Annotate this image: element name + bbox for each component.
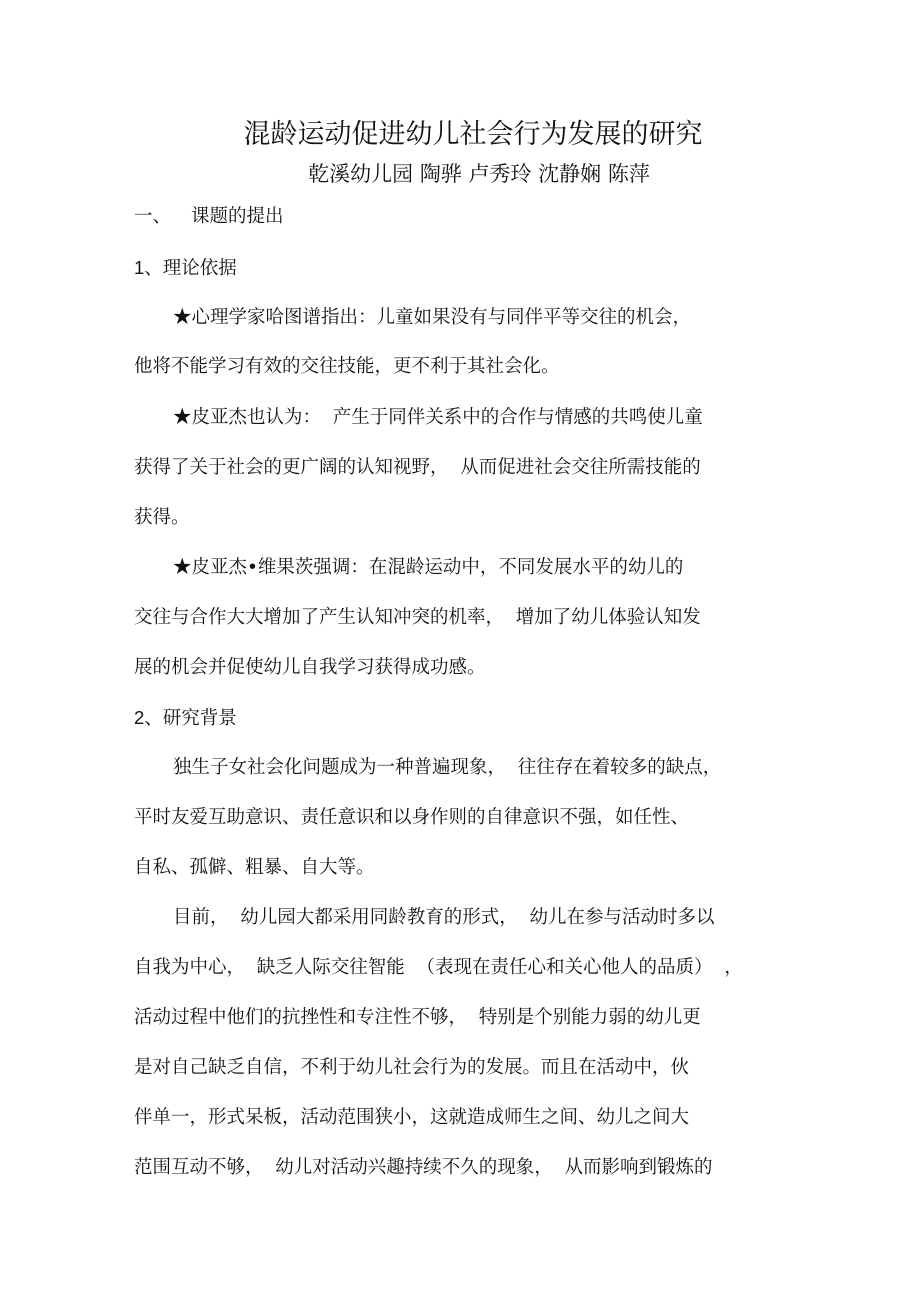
section-heading-1 bbox=[134, 205, 284, 229]
paragraph-line: 范围互动不够， 幼儿对活动兴趣持续不久的现象， 从而影响到锻炼的 bbox=[134, 1157, 713, 1178]
paragraph-line: 目前， 幼儿园大都采用同龄教育的形式， 幼儿在参与活动时多以 bbox=[173, 907, 715, 928]
paragraph-line: 自私、孤僻、粗暴、自大等。 bbox=[134, 857, 375, 878]
paragraph-line: 独生子女社会化问题成为一种普遍现象， 往往存在着较多的缺点， bbox=[173, 757, 722, 778]
subsection-label: 、理论依据 bbox=[144, 258, 237, 279]
paragraph-line: ★皮亚杰也认为： 产生于同伴关系中的合作与情感的共鸣使儿童 bbox=[173, 407, 703, 428]
paragraph-line: 伴单一，形式呆板，活动范围狭小，这就造成师生之间、幼儿之间大 bbox=[134, 1107, 690, 1128]
paragraph-line: ★皮亚杰•维果茨强调：在混龄运动中，不同发展水平的幼儿的 bbox=[173, 557, 684, 578]
document-title: 混龄运动促进幼儿社会行为发展的研究 bbox=[243, 119, 703, 150]
subsection-heading-2 bbox=[134, 706, 237, 731]
paragraph-line: 他将不能学习有效的交往技能，更不利于其社会化。 bbox=[134, 356, 560, 377]
paragraph-line: 自我为中心， 缺乏人际交往智能 （表现在责任心和关心他人的品质） ， bbox=[134, 957, 743, 978]
paragraph-line: 活动过程中他们的抗挫性和专注性不够， 特别是个别能力弱的幼儿更 bbox=[134, 1007, 701, 1028]
paragraph-line: 展的机会并促使幼儿自我学习获得成功感。 bbox=[134, 657, 486, 678]
paragraph-line: 获得了关于社会的更广阔的认知视野， 从而促进社会交往所需技能的 bbox=[134, 457, 701, 478]
paragraph-line: 是对自己缺乏自信，不利于幼儿社会行为的发展。而且在活动中，伙 bbox=[134, 1057, 690, 1078]
subsection-label: 、研究背景 bbox=[144, 708, 237, 729]
subsection-number: 2 bbox=[134, 707, 145, 728]
paragraph-line: ★心理学家哈图谱指出：儿童如果没有与同伴平等交往的机会， bbox=[173, 307, 692, 328]
document-authors: 乾溪幼儿园 陶骅 卢秀玲 沈静娴 陈萍 bbox=[308, 162, 650, 186]
paragraph-line: 获得。 bbox=[134, 507, 190, 528]
paragraph-line: 交往与合作大大增加了产生认知冲突的机率， 增加了幼儿体验认知发 bbox=[134, 607, 701, 628]
section-number: 一、 bbox=[134, 206, 172, 227]
subsection-heading-1 bbox=[134, 256, 237, 281]
section-label: 课题的提出 bbox=[191, 206, 284, 227]
paragraph-line: 平时友爱互助意识、责任意识和以身作则的自律意识不强，如任性、 bbox=[134, 807, 690, 828]
subsection-number: 1 bbox=[134, 257, 145, 278]
